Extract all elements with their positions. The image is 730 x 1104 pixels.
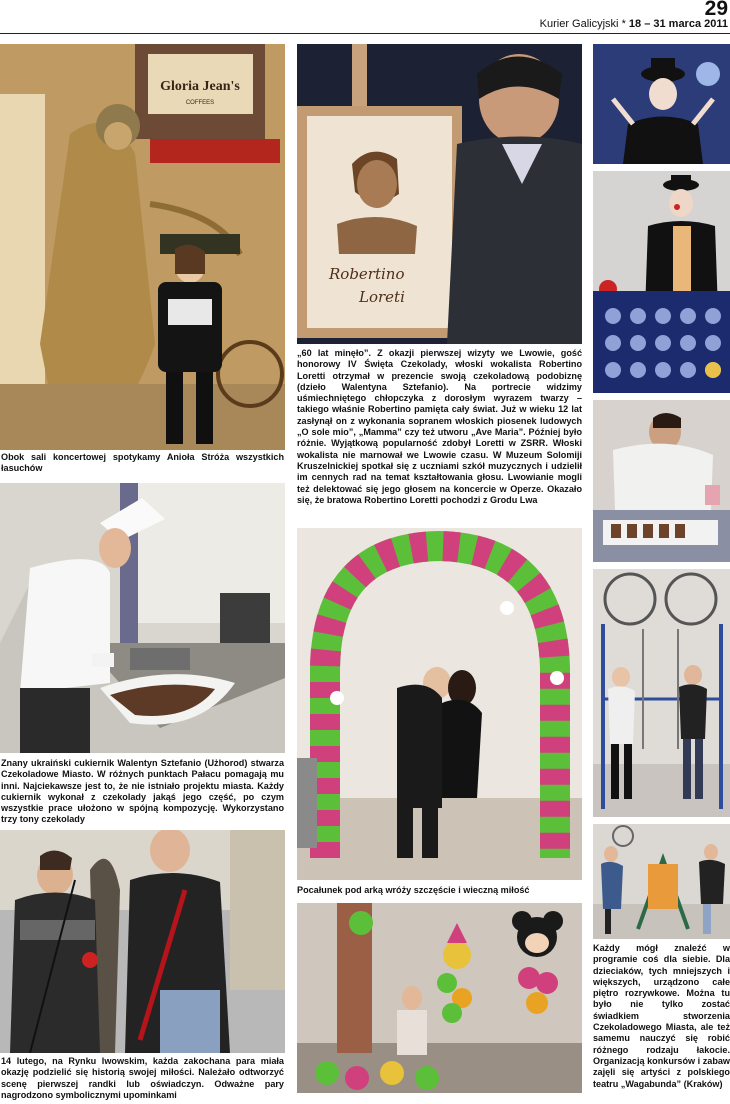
photo-balloon-arch xyxy=(297,528,582,880)
page-number: 29 xyxy=(704,0,728,20)
publication-name: Kurier Galicyjski xyxy=(539,18,619,30)
mime-woman-image xyxy=(593,44,730,164)
issue-date: 18 – 31 marca 2011 xyxy=(628,18,728,30)
rynek-couple-image xyxy=(0,830,285,1053)
photo-rynek-couple xyxy=(0,830,285,1053)
caption-confectioner: Znany ukraiński cukiernik Walentyn Sztefanio (Użhorod) stwarza Czekoladowe Miasto. W różnych punktach Pałacu pomagają mu inni. Najciekawsze jest to, że nie istniało projektu miasta. Każdy cukiernik wykonał z czekolady jakąś jego część, po czym wszystkie prace ułożono w spójną kompozycję. Wykorzystano trzy tony czekolady xyxy=(1,758,284,825)
separator: * xyxy=(621,18,626,30)
page-header xyxy=(0,0,730,34)
cafe-sign-sub: COFFEES xyxy=(185,100,215,106)
photo-giant-bicycle xyxy=(593,569,730,817)
chocolate-workshop-image xyxy=(593,400,730,562)
photo-balloon-figures xyxy=(297,903,582,1093)
swing-ride-image xyxy=(593,824,730,939)
caption-loretti: „60 lat minęło”. Z okazji pierwszej wizyty we Lwowie, gość honorowy IV Święta Czekolady, włoski wokalista Robertino Loretti otrzymał w prezencie swoją czekoladową podobiznę (dzieło Walentyna Sztefanio). Na portrecie widzimy uśmiechniętego chłopczyka z dorosłym wyrazem twarzy – takiego właśnie Robertino pamięta cały świat. Już w wieku 12 lat zasłynął on z wykonania sopranem włoskich piosenek ludowych „O sole mio”, „Mamma” czy też utworu „Ave Maria”. Później było różnie. Wyjątkową popularność zdobył Loretti w ZSRR. Włoski wokalista nie marnował we Lwowie czasu. W Muzeum Solomiji Kruszelnickiej spotkał się z uczniami szkół muzycznych i udzielił im cennych rad na temat kształtowania głosu. Lwowianie mogli też delektować się jego głosem na koncercie w Operze. Okazało się, że bratowa Robertino Loretti pochodzi z Grodu Lwa xyxy=(297,348,582,505)
caption-kiss: Pocałunek pod arką wróży szczęście i wieczną miłość xyxy=(297,885,530,895)
loretti-portrait-image xyxy=(297,44,582,344)
angel-statue-image xyxy=(0,44,285,450)
portrait-signature-first: Robertino xyxy=(329,265,405,283)
photo-clown-game xyxy=(593,171,730,393)
photo-swing-ride xyxy=(593,824,730,939)
photo-chocolate-workshop xyxy=(593,400,730,562)
caption-everyone: Każdy mógł znaleźć w programie coś dla siebie. Dla dzieciaków, tych mniejszych i większych, urządzono całe piętro rozrywkowe. Można tu było nie tylko zostać świadkiem stworzenia Czekoladowego Miasta, ale też samemu nauczyć się robić różnego rodzaju łakocie. Organizacją konkursów i zabaw zajęli się artyści z polskiego teatru „Wagabunda” (Kraków) xyxy=(593,943,730,1089)
photo-confectioner xyxy=(0,483,285,753)
masthead xyxy=(540,18,728,30)
balloon-arch-image xyxy=(297,528,582,880)
photo-mime-woman xyxy=(593,44,730,164)
confectioner-image xyxy=(0,483,285,753)
photo-angel-statue xyxy=(0,44,285,450)
balloon-figures-image xyxy=(297,903,582,1093)
caption-angel: Obok sali koncertowej spotykamy Anioła Stróża wszystkich łasuchów xyxy=(1,452,284,474)
clown-game-image xyxy=(593,171,730,393)
caption-rynek: 14 lutego, na Rynku lwowskim, każda zakochana para miała okazję podzielić się historią swojej miłości. Należało odtworzyć scenę pierwszej randki lub oświadczyn. Odważne pary nagrodzono symbolicznymi upominkami xyxy=(1,1056,284,1100)
photo-loretti-portrait xyxy=(297,44,582,344)
cafe-sign-name: Gloria Jean's xyxy=(160,79,240,94)
portrait-signature-last: Loreti xyxy=(359,288,405,306)
header-rule xyxy=(0,33,730,34)
giant-bicycle-image xyxy=(593,569,730,817)
